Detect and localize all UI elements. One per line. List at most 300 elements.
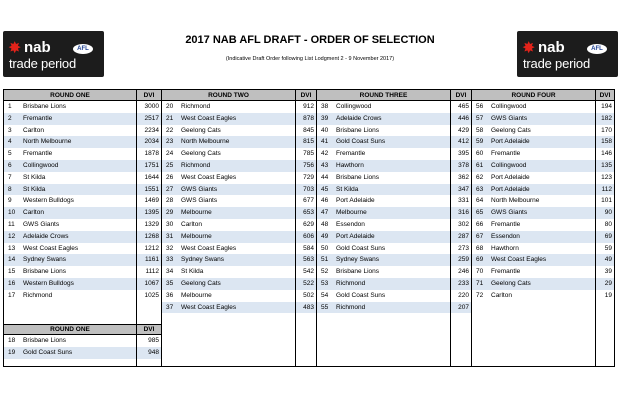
club-name: Sydney Swans bbox=[336, 256, 379, 264]
table-row bbox=[472, 172, 614, 184]
dvi-value: 677 bbox=[303, 197, 314, 205]
pick-number: 41 bbox=[321, 138, 329, 146]
dvi-value: 1025 bbox=[144, 291, 159, 299]
dvi-value: 2234 bbox=[144, 126, 159, 134]
club-name: Collingwood bbox=[23, 161, 59, 169]
round-one-section bbox=[4, 90, 162, 366]
pick-number: 34 bbox=[166, 268, 174, 276]
club-name: St Kilda bbox=[23, 185, 46, 193]
star-icon: ✸ bbox=[8, 40, 22, 57]
table-row bbox=[4, 335, 161, 347]
club-name: Richmond bbox=[336, 279, 366, 287]
table-row bbox=[472, 195, 614, 207]
round-label: ROUND ONE bbox=[50, 92, 90, 99]
table-row bbox=[4, 266, 161, 278]
dvi-column-divider bbox=[295, 101, 296, 366]
table-row bbox=[4, 136, 161, 148]
club-name: St Kilda bbox=[336, 185, 359, 193]
dvi-value: 123 bbox=[601, 173, 612, 181]
club-name: Richmond bbox=[181, 103, 211, 110]
table-row bbox=[317, 172, 471, 184]
table-row bbox=[162, 207, 316, 219]
pick-number: 18 bbox=[8, 337, 16, 344]
table-row bbox=[162, 278, 316, 290]
round-label: ROUND FOUR bbox=[511, 92, 556, 99]
pick-number: 65 bbox=[476, 209, 484, 217]
dvi-value: 90 bbox=[604, 209, 612, 217]
club-name: Port Adelaide bbox=[491, 138, 530, 146]
round-header bbox=[472, 90, 614, 101]
table-row bbox=[162, 148, 316, 160]
dvi-value: 233 bbox=[458, 279, 469, 287]
dvi-value: 49 bbox=[604, 256, 612, 264]
club-name: St Kilda bbox=[181, 268, 204, 276]
round-rows bbox=[4, 335, 161, 359]
pick-number: 55 bbox=[321, 303, 329, 311]
dvi-value: 429 bbox=[458, 126, 469, 134]
round-header bbox=[4, 324, 161, 335]
pick-number: 47 bbox=[321, 209, 329, 217]
dvi-value: 845 bbox=[303, 126, 314, 134]
club-name: Gold Coast Suns bbox=[336, 138, 386, 146]
table-row bbox=[4, 125, 161, 137]
table-row bbox=[317, 113, 471, 125]
pick-number: 26 bbox=[166, 173, 174, 181]
table-row bbox=[317, 136, 471, 148]
dvi-value: 1751 bbox=[144, 161, 159, 169]
club-name: Brisbane Lions bbox=[336, 126, 379, 134]
table-row bbox=[317, 278, 471, 290]
dvi-value: 135 bbox=[601, 161, 612, 169]
club-name: Melbourne bbox=[181, 209, 212, 217]
dvi-value: 112 bbox=[601, 185, 612, 193]
pick-number: 67 bbox=[476, 232, 484, 240]
table-row bbox=[317, 231, 471, 243]
afl-badge-icon: AFL bbox=[73, 44, 93, 54]
club-name: Geelong Cats bbox=[491, 126, 531, 134]
table-row bbox=[162, 101, 316, 113]
club-name: Essendon bbox=[491, 232, 520, 240]
table-row bbox=[4, 231, 161, 243]
pick-number: 68 bbox=[476, 244, 484, 252]
round-two-section bbox=[162, 90, 317, 366]
logo-tagline: trade period bbox=[9, 56, 76, 71]
dvi-value: 80 bbox=[604, 220, 612, 228]
pick-number: 43 bbox=[321, 161, 329, 169]
club-name: Richmond bbox=[336, 303, 366, 311]
table-row bbox=[4, 148, 161, 160]
dvi-value: 1329 bbox=[144, 220, 159, 228]
club-name: Western Bulldogs bbox=[23, 279, 74, 287]
table-row bbox=[317, 148, 471, 160]
club-name: West Coast Eagles bbox=[181, 244, 237, 252]
club-name: Carlton bbox=[181, 220, 202, 228]
dvi-value: 39 bbox=[604, 268, 612, 276]
club-name: GWS Giants bbox=[181, 185, 218, 193]
table-row bbox=[4, 207, 161, 219]
table-row bbox=[317, 302, 471, 314]
dvi-value: 316 bbox=[458, 209, 469, 217]
table-row bbox=[162, 254, 316, 266]
dvi-value: 1551 bbox=[144, 185, 159, 193]
table-row bbox=[317, 219, 471, 231]
dvi-value: 1212 bbox=[144, 244, 159, 252]
star-icon: ✸ bbox=[522, 40, 536, 57]
pick-number: 54 bbox=[321, 291, 329, 299]
dvi-value: 729 bbox=[303, 173, 314, 181]
dvi-value: 1161 bbox=[145, 256, 159, 264]
table-row bbox=[317, 101, 471, 113]
dvi-value: 69 bbox=[604, 232, 612, 240]
table-row bbox=[162, 136, 316, 148]
dvi-value: 207 bbox=[458, 303, 469, 311]
pick-number: 4 bbox=[8, 138, 12, 146]
pick-number: 3 bbox=[8, 126, 12, 134]
round-three-section bbox=[317, 90, 472, 366]
table-row bbox=[472, 266, 614, 278]
club-name: Gold Coast Suns bbox=[23, 348, 73, 356]
table-row bbox=[162, 266, 316, 278]
pick-number: 29 bbox=[166, 209, 174, 217]
pick-number: 35 bbox=[166, 279, 174, 287]
pick-number: 59 bbox=[476, 138, 484, 146]
club-name: Sydney Swans bbox=[23, 256, 66, 264]
club-name: Brisbane Lions bbox=[336, 268, 379, 276]
page-subtitle: (Indicative Draft Order following List Lodgment 2 - 9 November 2017) bbox=[225, 56, 395, 62]
club-name: Fremantle bbox=[23, 150, 53, 158]
round-rows bbox=[162, 101, 316, 313]
pick-number: 31 bbox=[166, 232, 174, 240]
dvi-value: 146 bbox=[601, 150, 612, 158]
pick-number: 21 bbox=[166, 114, 174, 122]
dvi-value: 629 bbox=[303, 220, 314, 228]
pick-number: 70 bbox=[476, 268, 484, 276]
club-name: Sydney Swans bbox=[181, 256, 224, 264]
table-row bbox=[317, 160, 471, 172]
club-name: Port Adelaide bbox=[336, 232, 375, 240]
club-name: Richmond bbox=[181, 161, 211, 169]
club-name: Brisbane Lions bbox=[336, 173, 379, 181]
pick-number: 33 bbox=[166, 256, 174, 264]
table-row bbox=[4, 184, 161, 196]
pick-number: 5 bbox=[8, 150, 12, 158]
table-row bbox=[4, 347, 161, 359]
table-row bbox=[472, 101, 614, 113]
pick-number: 60 bbox=[476, 150, 484, 158]
pick-number: 12 bbox=[8, 232, 16, 240]
pick-number: 49 bbox=[321, 232, 329, 240]
table-row bbox=[162, 243, 316, 255]
table-row bbox=[472, 125, 614, 137]
pick-number: 2 bbox=[8, 114, 12, 122]
dvi-value: 59 bbox=[604, 244, 612, 252]
pick-number: 50 bbox=[321, 244, 329, 252]
dvi-header: DVI bbox=[595, 90, 614, 100]
table-row bbox=[317, 207, 471, 219]
dvi-value: 220 bbox=[458, 291, 469, 299]
table-row bbox=[162, 219, 316, 231]
pick-number: 22 bbox=[166, 126, 174, 134]
dvi-header: DVI bbox=[450, 90, 471, 100]
table-row bbox=[4, 172, 161, 184]
dvi-value: 653 bbox=[303, 209, 314, 217]
table-row bbox=[4, 195, 161, 207]
pick-number: 37 bbox=[166, 303, 174, 311]
dvi-column-divider bbox=[595, 101, 596, 366]
dvi-value: 412 bbox=[458, 138, 469, 146]
pick-number: 24 bbox=[166, 150, 174, 158]
round-rows bbox=[472, 101, 614, 302]
club-name: Geelong Cats bbox=[181, 150, 221, 158]
dvi-value: 2034 bbox=[144, 138, 159, 146]
pick-number: 44 bbox=[321, 173, 329, 181]
dvi-value: 246 bbox=[458, 268, 469, 276]
club-name: Brisbane Lions bbox=[23, 268, 66, 276]
club-name: Port Adelaide bbox=[491, 173, 530, 181]
club-name: Western Bulldogs bbox=[23, 197, 74, 205]
dvi-value: 1395 bbox=[144, 209, 159, 217]
table-row bbox=[472, 278, 614, 290]
pick-number: 53 bbox=[321, 279, 329, 287]
table-row bbox=[317, 184, 471, 196]
dvi-value: 912 bbox=[303, 103, 314, 110]
club-name: West Coast Eagles bbox=[23, 244, 79, 252]
club-name: Carlton bbox=[491, 291, 512, 299]
dvi-value: 1112 bbox=[145, 268, 159, 276]
table-row bbox=[472, 160, 614, 172]
pick-number: 64 bbox=[476, 197, 484, 205]
pick-number: 28 bbox=[166, 197, 174, 205]
club-name: West Coast Eagles bbox=[181, 303, 237, 311]
table-row bbox=[162, 125, 316, 137]
pick-number: 58 bbox=[476, 126, 484, 134]
club-name: Fremantle bbox=[491, 268, 521, 276]
club-name: West Coast Eagles bbox=[181, 173, 237, 181]
round-four-section bbox=[472, 90, 614, 366]
table-row bbox=[162, 302, 316, 314]
dvi-value: 2517 bbox=[144, 114, 159, 122]
pick-number: 36 bbox=[166, 291, 174, 299]
dvi-value: 785 bbox=[303, 150, 314, 158]
club-name: Melbourne bbox=[336, 209, 367, 217]
dvi-value: 606 bbox=[303, 232, 314, 240]
dvi-value: 101 bbox=[601, 197, 612, 205]
pick-number: 71 bbox=[476, 279, 484, 287]
club-name: Melbourne bbox=[181, 232, 212, 240]
table-row bbox=[162, 231, 316, 243]
pick-number: 66 bbox=[476, 220, 484, 228]
table-row bbox=[162, 113, 316, 125]
dvi-value: 542 bbox=[303, 268, 314, 276]
table-row bbox=[4, 278, 161, 290]
club-name: Hawthorn bbox=[336, 161, 364, 169]
club-name: Gold Coast Suns bbox=[336, 244, 386, 252]
dvi-value: 287 bbox=[458, 232, 469, 240]
pick-number: 10 bbox=[8, 209, 16, 217]
pick-number: 56 bbox=[476, 103, 484, 110]
logo-brand: nab bbox=[24, 39, 51, 56]
dvi-value: 948 bbox=[148, 348, 159, 356]
table-row bbox=[472, 243, 614, 255]
pick-number: 11 bbox=[8, 220, 15, 228]
table-row bbox=[317, 125, 471, 137]
club-name: Geelong Cats bbox=[491, 279, 531, 287]
dvi-value: 522 bbox=[303, 279, 314, 287]
dvi-value: 1878 bbox=[144, 150, 159, 158]
dvi-header: DVI bbox=[295, 90, 316, 100]
table-row bbox=[4, 113, 161, 125]
dvi-value: 756 bbox=[303, 161, 314, 169]
pick-number: 19 bbox=[8, 348, 16, 356]
pick-number: 13 bbox=[8, 244, 16, 252]
dvi-value: 19 bbox=[604, 291, 612, 299]
round-header bbox=[4, 90, 161, 101]
pick-number: 1 bbox=[8, 103, 12, 110]
club-name: Hawthorn bbox=[491, 244, 519, 252]
dvi-value: 1268 bbox=[144, 232, 159, 240]
pick-number: 16 bbox=[8, 279, 16, 287]
dvi-value: 563 bbox=[303, 256, 314, 264]
club-name: Richmond bbox=[23, 291, 53, 299]
dvi-value: 302 bbox=[458, 220, 469, 228]
club-name: GWS Giants bbox=[491, 209, 528, 217]
club-name: Adelaide Crows bbox=[336, 114, 382, 122]
afl-badge-icon: AFL bbox=[587, 44, 607, 54]
pick-number: 27 bbox=[166, 185, 174, 193]
dvi-value: 182 bbox=[601, 114, 612, 122]
table-row bbox=[4, 254, 161, 266]
pick-number: 69 bbox=[476, 256, 484, 264]
dvi-value: 584 bbox=[303, 244, 314, 252]
dvi-value: 362 bbox=[458, 173, 469, 181]
club-name: West Coast Eagles bbox=[491, 256, 547, 264]
table-row bbox=[4, 160, 161, 172]
table-row bbox=[162, 172, 316, 184]
pick-number: 52 bbox=[321, 268, 329, 276]
dvi-value: 446 bbox=[458, 114, 469, 122]
round-rows bbox=[317, 101, 471, 313]
pick-number: 46 bbox=[321, 197, 329, 205]
pick-number: 40 bbox=[321, 126, 329, 134]
table-row bbox=[317, 243, 471, 255]
round-header bbox=[162, 90, 316, 101]
dvi-value: 465 bbox=[458, 103, 469, 110]
dvi-column-divider bbox=[136, 335, 137, 366]
dvi-value: 331 bbox=[458, 197, 469, 205]
club-name: Fremantle bbox=[336, 150, 366, 158]
round-rows bbox=[4, 101, 161, 302]
table-row bbox=[472, 148, 614, 160]
club-name: North Melbourne bbox=[491, 197, 540, 205]
draft-order-table bbox=[3, 89, 615, 367]
dvi-header: DVI bbox=[136, 90, 161, 100]
pick-number: 72 bbox=[476, 291, 484, 299]
dvi-value: 502 bbox=[303, 291, 314, 299]
table-row bbox=[4, 243, 161, 255]
page-title: 2017 NAB AFL DRAFT - ORDER OF SELECTION bbox=[185, 34, 435, 46]
dvi-value: 985 bbox=[148, 337, 159, 344]
pick-number: 45 bbox=[321, 185, 329, 193]
table-row bbox=[4, 219, 161, 231]
table-row bbox=[317, 266, 471, 278]
dvi-value: 703 bbox=[303, 185, 314, 193]
table-row bbox=[472, 254, 614, 266]
dvi-column-divider bbox=[136, 101, 137, 324]
club-name: St Kilda bbox=[23, 173, 46, 181]
table-row bbox=[472, 231, 614, 243]
pick-number: 9 bbox=[8, 197, 12, 205]
round-header bbox=[317, 90, 471, 101]
table-row bbox=[472, 136, 614, 148]
pick-number: 42 bbox=[321, 150, 329, 158]
dvi-value: 29 bbox=[604, 279, 612, 287]
dvi-value: 259 bbox=[458, 256, 469, 264]
round-label: ROUND TWO bbox=[208, 92, 249, 99]
club-name: Carlton bbox=[23, 126, 44, 134]
table-row bbox=[4, 101, 161, 113]
pick-number: 8 bbox=[8, 185, 12, 193]
club-name: Gold Coast Suns bbox=[336, 291, 386, 299]
dvi-value: 1067 bbox=[144, 279, 159, 287]
club-name: Collingwood bbox=[491, 161, 527, 169]
table-row bbox=[472, 184, 614, 196]
dvi-value: 170 bbox=[601, 126, 612, 134]
pick-number: 30 bbox=[166, 220, 174, 228]
club-name: Geelong Cats bbox=[181, 126, 221, 134]
club-name: Carlton bbox=[23, 209, 44, 217]
dvi-value: 273 bbox=[458, 244, 469, 252]
dvi-value: 1469 bbox=[144, 197, 159, 205]
pick-number: 62 bbox=[476, 173, 484, 181]
club-name: Collingwood bbox=[491, 103, 527, 110]
logo-brand: nab bbox=[538, 39, 565, 56]
pick-number: 15 bbox=[8, 268, 16, 276]
dvi-value: 3000 bbox=[144, 103, 159, 110]
pick-number: 39 bbox=[321, 114, 329, 122]
club-name: Fremantle bbox=[491, 220, 521, 228]
table-row bbox=[472, 219, 614, 231]
club-name: North Melbourne bbox=[23, 138, 72, 146]
dvi-value: 395 bbox=[458, 150, 469, 158]
dvi-header: DVI bbox=[136, 325, 161, 335]
dvi-value: 878 bbox=[303, 114, 314, 122]
table-row bbox=[472, 113, 614, 125]
table-row bbox=[317, 290, 471, 302]
club-name: Melbourne bbox=[181, 291, 212, 299]
pick-number: 48 bbox=[321, 220, 329, 228]
pick-number: 14 bbox=[8, 256, 16, 264]
logo-tagline: trade period bbox=[523, 56, 590, 71]
table-row bbox=[162, 195, 316, 207]
table-row bbox=[472, 290, 614, 302]
pick-number: 6 bbox=[8, 161, 12, 169]
club-name: Collingwood bbox=[336, 103, 372, 110]
pick-number: 17 bbox=[8, 291, 16, 299]
club-name: Port Adelaide bbox=[491, 185, 530, 193]
round-label: ROUND ONE bbox=[50, 326, 90, 333]
table-row bbox=[4, 290, 161, 302]
club-name: Fremantle bbox=[23, 114, 53, 122]
round-label: ROUND THREE bbox=[359, 92, 408, 99]
club-name: GWS Giants bbox=[23, 220, 60, 228]
table-row bbox=[317, 195, 471, 207]
club-name: Fremantle bbox=[491, 150, 521, 158]
club-name: Port Adelaide bbox=[336, 197, 375, 205]
pick-number: 20 bbox=[166, 103, 174, 110]
table-row bbox=[162, 160, 316, 172]
club-name: North Melbourne bbox=[181, 138, 230, 146]
club-name: Essendon bbox=[336, 220, 365, 228]
